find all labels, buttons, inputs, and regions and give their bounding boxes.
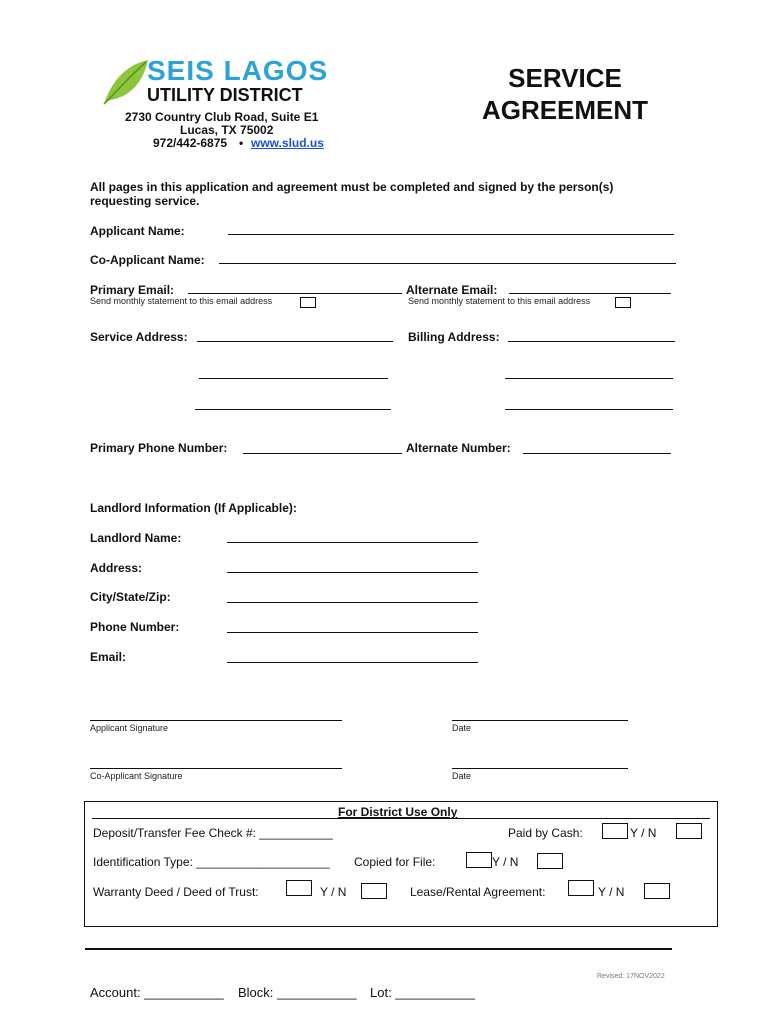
paid-cash-no-box[interactable]: [676, 823, 702, 839]
district-phone: 972/442-6875: [153, 136, 228, 150]
footer-divider: [85, 948, 672, 950]
co-applicant-name-field[interactable]: [219, 263, 676, 264]
primary-statement-label: Send monthly statement to this email address: [90, 296, 273, 306]
revised-date: Revised: 17NOV2022: [597, 973, 665, 980]
lot-field[interactable]: Lot: ___________: [370, 985, 475, 1000]
co-applicant-signature-field[interactable]: [90, 768, 342, 769]
logo-title: SEIS LAGOS: [147, 55, 329, 86]
lease-agreement-label: Lease/Rental Agreement:: [410, 885, 546, 899]
website-link[interactable]: www.slud.us: [251, 136, 324, 150]
alternate-number-field[interactable]: [523, 453, 671, 454]
landlord-phone-field[interactable]: [227, 632, 478, 633]
lease-yes-box[interactable]: [568, 880, 594, 896]
copied-for-file-label: Copied for File:: [354, 855, 436, 869]
paid-cash-yes-box[interactable]: [602, 823, 628, 839]
landlord-email-field[interactable]: [227, 662, 478, 663]
copied-yes-no: Y / N: [492, 855, 519, 869]
landlord-city-field[interactable]: [227, 602, 478, 603]
landlord-address-label: Address:: [90, 561, 143, 575]
logo-subtitle: UTILITY DISTRICT: [147, 85, 303, 105]
intro-line1: All pages in this application and agreement must be completed and signed by the person(s): [90, 180, 614, 194]
applicant-signature-label: Applicant Signature: [90, 723, 169, 733]
district-address-line2: Lucas, TX 75002: [180, 123, 274, 137]
alternate-statement-label: Send monthly statement to this email address: [408, 296, 591, 306]
warranty-no-box[interactable]: [361, 883, 387, 899]
alternate-statement-checkbox[interactable]: [615, 297, 631, 308]
district-address-line1: 2730 Country Club Road, Suite E1: [125, 110, 319, 124]
primary-statement-checkbox[interactable]: [300, 297, 316, 308]
title-line2: AGREEMENT: [481, 95, 649, 125]
billing-address-line3[interactable]: [505, 409, 673, 410]
landlord-address-field[interactable]: [227, 572, 478, 573]
co-applicant-name-label: Co-Applicant Name:: [90, 253, 205, 267]
co-applicant-date-label: Date: [452, 771, 472, 781]
landlord-name-label: Landlord Name:: [90, 531, 182, 545]
applicant-signature-field[interactable]: [90, 720, 342, 721]
service-address-line3[interactable]: [195, 409, 391, 410]
alternate-email-field[interactable]: [509, 293, 671, 294]
district-title-rule: [92, 818, 710, 819]
deposit-check-label: Deposit/Transfer Fee Check #: ___________: [93, 826, 333, 840]
warranty-yes-no: Y / N: [320, 885, 347, 899]
landlord-email-label: Email:: [90, 650, 127, 664]
primary-phone-label: Primary Phone Number:: [90, 441, 228, 455]
warranty-deed-label: Warranty Deed / Deed of Trust:: [93, 885, 259, 899]
landlord-city-label: City/State/Zip:: [90, 590, 171, 604]
page-title: [470, 62, 660, 126]
copied-yes-box[interactable]: [466, 852, 492, 868]
warranty-yes-box[interactable]: [286, 880, 312, 896]
identification-type-label: Identification Type: ____________________: [93, 855, 330, 869]
alternate-number-label: Alternate Number:: [406, 441, 511, 455]
district-use-title: For District Use Only: [338, 805, 458, 819]
lease-no-box[interactable]: [644, 883, 670, 899]
service-address-label: Service Address:: [90, 330, 188, 344]
billing-address-label: Billing Address:: [408, 330, 500, 344]
paid-by-cash-label: Paid by Cash:: [508, 826, 583, 840]
applicant-name-field[interactable]: [228, 234, 674, 235]
alternate-email-label: Alternate Email:: [406, 283, 498, 297]
landlord-section-label: Landlord Information (If Applicable):: [90, 501, 297, 515]
primary-phone-field[interactable]: [243, 453, 402, 454]
intro-line2: requesting service.: [90, 194, 200, 208]
billing-address-line1[interactable]: [508, 341, 675, 342]
co-applicant-signature-label: Co-Applicant Signature: [90, 771, 183, 781]
landlord-phone-label: Phone Number:: [90, 620, 180, 634]
primary-email-label: Primary Email:: [90, 283, 175, 297]
applicant-date-label: Date: [452, 723, 472, 733]
copied-no-box[interactable]: [537, 853, 563, 869]
co-applicant-date-field[interactable]: [452, 768, 628, 769]
title-line1: SERVICE: [508, 63, 622, 93]
service-address-line1[interactable]: [197, 341, 393, 342]
applicant-name-label: Applicant Name:: [90, 224, 185, 238]
block-field[interactable]: Block: ___________: [238, 985, 357, 1000]
account-field[interactable]: Account: ___________: [90, 985, 224, 1000]
leaf-icon: [100, 56, 150, 106]
service-address-line2[interactable]: [199, 378, 388, 379]
primary-email-field[interactable]: [188, 293, 402, 294]
bullet-separator: •: [239, 136, 244, 150]
lease-yes-no: Y / N: [598, 885, 625, 899]
billing-address-line2[interactable]: [505, 378, 673, 379]
paid-cash-yes-no: Y / N: [630, 826, 657, 840]
landlord-name-field[interactable]: [227, 542, 478, 543]
applicant-date-field[interactable]: [452, 720, 628, 721]
